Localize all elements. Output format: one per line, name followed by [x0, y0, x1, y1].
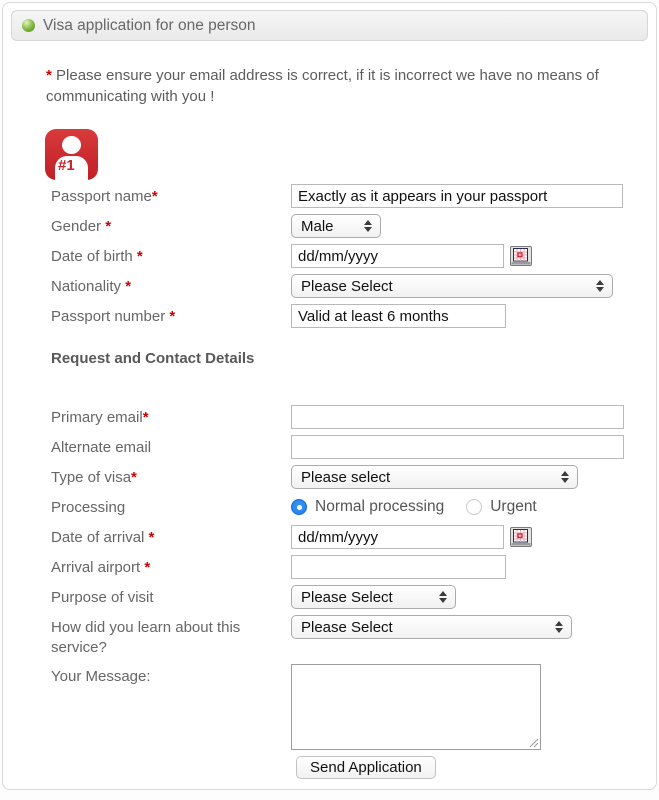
calendar-icon — [510, 527, 532, 547]
form-area — [3, 41, 656, 779]
label-text: Date of birth — [51, 248, 137, 265]
calendar-icon — [510, 246, 532, 266]
purpose-of-visit-select[interactable] — [291, 585, 456, 609]
select-arrows-icon — [439, 591, 447, 603]
green-bullet-icon — [22, 19, 35, 32]
label-text: Arrival airport — [51, 559, 145, 576]
email-correct-notice — [46, 65, 614, 107]
purpose-of-visit-select-value: Please Select — [301, 588, 393, 606]
referral-source-select-value: Please Select — [301, 618, 393, 636]
nationality-select-value: Please Select — [301, 277, 393, 295]
required-asterisk: * — [169, 308, 176, 325]
type-of-visa-row — [51, 465, 626, 489]
label-text: Processing — [51, 499, 126, 516]
select-arrows-icon — [555, 621, 563, 633]
section-heading: Request and Contact Details — [51, 350, 255, 367]
label-text: Date of arrival — [51, 529, 149, 546]
nationality-label — [51, 274, 291, 297]
date-of-birth-row — [51, 244, 626, 268]
radio-unselected-icon[interactable] — [466, 499, 482, 515]
submit-spacer — [51, 750, 291, 753]
passport-number-row — [51, 304, 626, 328]
label-text: Passport name — [51, 188, 152, 205]
date-of-birth-label — [51, 244, 291, 267]
label-text: Purpose of visit — [51, 589, 154, 606]
type-of-visa-select[interactable] — [291, 465, 578, 489]
arrival-airport-label — [51, 555, 291, 578]
select-arrows-icon — [596, 280, 604, 292]
primary-email-row — [51, 405, 626, 429]
date-of-arrival-label — [51, 525, 291, 548]
required-asterisk: * — [105, 218, 112, 235]
send-application-button[interactable]: Send Application — [296, 756, 436, 779]
purpose-of-visit-label — [51, 585, 291, 608]
processing-radio-group — [291, 495, 559, 519]
label-text: Type of visa — [51, 469, 132, 486]
passport-name-row — [51, 184, 626, 208]
date-of-birth-input[interactable] — [291, 244, 504, 268]
normal-processing-label: Normal processing — [315, 498, 445, 515]
required-asterisk: * — [131, 469, 137, 486]
label-text: Your Message: — [51, 668, 151, 685]
message-textarea[interactable] — [291, 664, 541, 750]
gender-label — [51, 214, 291, 237]
referral-source-label — [51, 615, 291, 658]
visa-application-panel — [2, 2, 657, 790]
arrival-airport-input[interactable] — [291, 555, 506, 579]
label-text: Nationality — [51, 278, 126, 295]
date-of-arrival-calendar-button[interactable] — [510, 527, 532, 547]
primary-email-input[interactable] — [291, 405, 624, 429]
required-asterisk: * — [46, 67, 52, 84]
passport-number-input[interactable] — [291, 304, 506, 328]
nationality-select[interactable] — [291, 274, 613, 298]
urgent-option[interactable] — [466, 498, 537, 516]
required-asterisk: * — [148, 529, 155, 546]
gender-row — [51, 214, 626, 238]
applicant-number-label: #1 — [58, 157, 75, 174]
referral-source-select[interactable] — [291, 615, 572, 639]
message-row — [51, 664, 626, 750]
gender-select-value: Male — [301, 217, 334, 235]
person-head-icon — [62, 136, 81, 154]
purpose-of-visit-row — [51, 585, 626, 609]
primary-email-label — [51, 405, 291, 428]
type-of-visa-label — [51, 465, 291, 488]
passport-number-label — [51, 304, 291, 327]
label-text: Passport number — [51, 308, 170, 325]
nationality-row — [51, 274, 626, 298]
alternate-email-label — [51, 435, 291, 458]
date-of-arrival-row — [51, 525, 626, 549]
label-text: Alternate email — [51, 439, 152, 456]
required-asterisk: * — [144, 559, 151, 576]
passport-name-label — [51, 184, 291, 207]
alternate-email-input[interactable] — [291, 435, 624, 459]
referral-source-row — [51, 615, 626, 658]
alternate-email-row — [51, 435, 626, 459]
label-text: How did you learn about this service? — [51, 619, 241, 656]
passport-name-input[interactable] — [291, 184, 623, 208]
notice-text: Please ensure your email address is correct, if it is incorrect we have no means of communicating with you ! — [46, 67, 599, 105]
required-asterisk: * — [125, 278, 132, 295]
date-of-birth-calendar-button[interactable] — [510, 246, 532, 266]
processing-row — [51, 495, 626, 519]
date-of-arrival-input[interactable] — [291, 525, 504, 549]
panel-title: Visa application for one person — [43, 16, 256, 34]
type-of-visa-select-value: Please select — [301, 468, 391, 486]
panel-header — [11, 10, 648, 41]
required-asterisk: * — [142, 409, 149, 426]
select-arrows-icon — [364, 220, 372, 232]
urgent-label: Urgent — [490, 498, 537, 515]
normal-processing-option[interactable] — [291, 498, 444, 516]
radio-selected-icon[interactable] — [291, 499, 307, 515]
required-asterisk: * — [136, 248, 143, 265]
label-text: Primary email — [51, 409, 143, 426]
label-text: Gender — [51, 218, 106, 235]
required-asterisk: * — [151, 188, 158, 205]
message-label — [51, 664, 291, 687]
processing-label — [51, 495, 291, 518]
arrival-airport-row — [51, 555, 626, 579]
select-arrows-icon — [561, 471, 569, 483]
submit-row — [51, 750, 626, 779]
gender-select[interactable] — [291, 214, 381, 238]
applicant-number-icon — [45, 129, 98, 180]
